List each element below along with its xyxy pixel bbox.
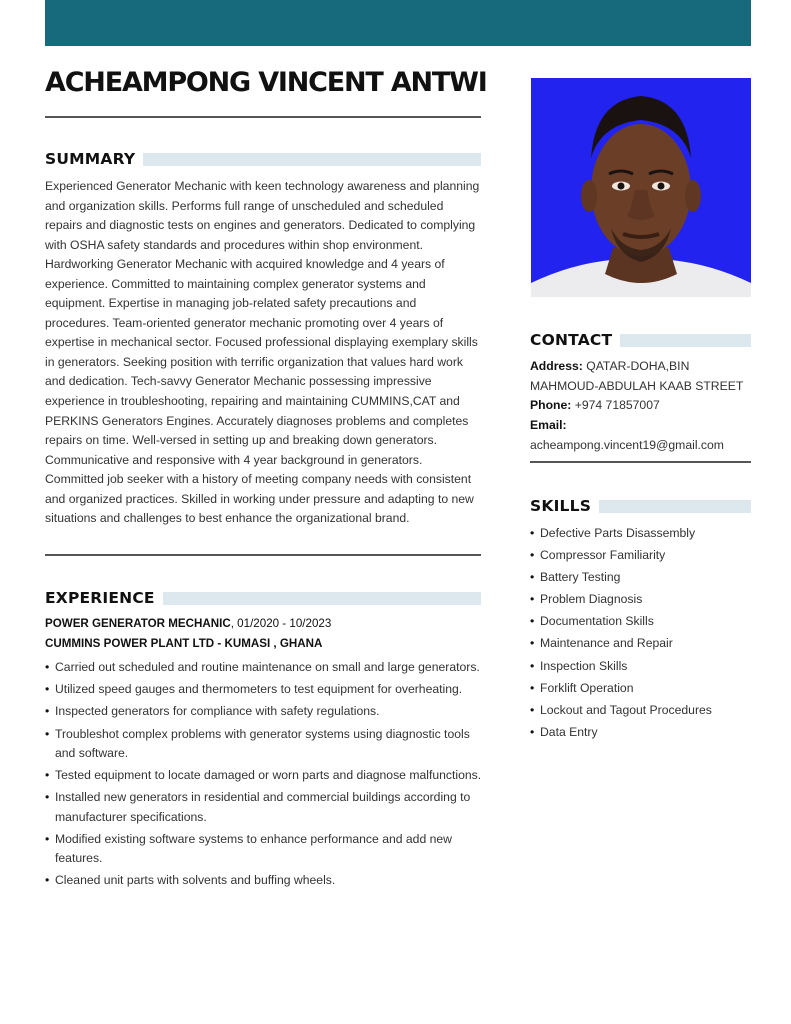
skill-item: • Data Entry [530, 721, 752, 743]
experience-bullets [45, 658, 485, 893]
name-divider [45, 116, 481, 118]
contact-email [530, 416, 752, 436]
contact-phone [530, 396, 752, 416]
contact-divider [530, 461, 751, 463]
summary-heading-bar [143, 153, 481, 166]
email-label: Email: [530, 418, 567, 433]
contact-address [530, 357, 752, 396]
skills-title: SKILLS [530, 497, 592, 515]
job-title: POWER GENERATOR MECHANIC [45, 617, 231, 630]
skill-item: • Inspection Skills [530, 655, 752, 677]
header-bar [45, 0, 751, 46]
contact-heading [530, 331, 751, 349]
phone-value: +974 71857007 [574, 398, 660, 413]
skill-item: • Battery Testing [530, 566, 752, 588]
job-company: CUMMINS POWER PLANT LTD - KUMASI , GHANA [45, 637, 323, 650]
skill-item: • Lockout and Tagout Procedures [530, 699, 752, 721]
experience-heading-bar [163, 592, 481, 605]
summary-heading [45, 150, 481, 168]
skills-heading [530, 497, 751, 515]
phone-label: Phone: [530, 398, 572, 413]
skills-heading-bar [599, 500, 751, 513]
summary-divider [45, 554, 481, 556]
summary-text: Experienced Generator Mechanic with keen technology awareness and planning and organization skills. Performs full range of unscheduled and scheduled repairs and diagnostic tests on engines and generators. Dedicated to complying with OSHA safety standards and procedures within shop environment. Hardworking Generator Mechanic with acquired knowledge and 4 years of experience. Committed to maintaining complex generator systems and equipment. Expertise in managing job-related safety precautions and procedures. Team-oriented generator mechanic promoting over 4 years of expertise in mechanical sector. Focused professional displaying exemplary skills in generators. Seeking position with terrific organization that values hard work and dedication. Tech-savvy Generator Mechanic possessing impressive experience in troubleshooting, repairing and maintaining CUMMINS,CAT and PERKINS Generators Engines. Accurately diagnoses problems and completes repairs on time. Well-versed in setting up and breaking down generators. Communicative and responsive with 4 year background in generators. Committed job seeker with a history of meeting company needs with consistent and organized practices. Skilled in working under pressure and adapting to new situations and challenges to best enhance the organizational brand. [45, 179, 480, 526]
experience-bullet: • Modified existing software systems to enhance performance and add new features. [45, 830, 485, 869]
email-value[interactable]: acheampong.vincent19@gmail.com [530, 437, 724, 452]
experience-bullet: • Troubleshot complex problems with generator systems using diagnostic tools and software. [45, 725, 485, 764]
contact-heading-bar [620, 334, 751, 347]
experience-bullet: • Utilized speed gauges and thermometers to test equipment for overheating. [45, 680, 485, 699]
experience-bullet: • Carried out scheduled and routine maintenance on small and large generators. [45, 658, 485, 677]
address-value: QATAR-DOHA,BIN MAHMOUD-ABDULAH KAAB STREET [530, 359, 744, 393]
skill-item: • Forklift Operation [530, 677, 752, 699]
job-title-line [45, 617, 331, 630]
summary-title: SUMMARY [45, 150, 136, 168]
skill-item: • Compressor Familiarity [530, 544, 752, 566]
profile-photo-illustration [531, 78, 751, 297]
skills-list [530, 522, 752, 743]
skill-item: • Defective Parts Disassembly [530, 522, 752, 544]
contact-title: CONTACT [530, 331, 613, 349]
experience-bullet: • Tested equipment to locate damaged or worn parts and diagnose malfunctions. [45, 766, 485, 785]
skill-item: • Maintenance and Repair [530, 632, 752, 654]
skill-item: • Documentation Skills [530, 610, 752, 632]
skill-item: • Problem Diagnosis [530, 588, 752, 610]
profile-photo [531, 78, 751, 297]
experience-bullet: • Inspected generators for compliance with safety regulations. [45, 702, 485, 721]
job-dates: , 01/2020 - 10/2023 [230, 617, 332, 630]
experience-heading [45, 589, 481, 607]
experience-bullet: • Cleaned unit parts with solvents and buffing wheels. [45, 871, 485, 890]
address-label: Address: [530, 359, 583, 373]
experience-title: EXPERIENCE [45, 589, 155, 607]
experience-bullet: • Installed new generators in residential and commercial buildings according to manufacturer specifications. [45, 788, 485, 827]
candidate-name: ACHEAMPONG VINCENT ANTWI [45, 67, 487, 98]
contact-details [530, 357, 752, 456]
